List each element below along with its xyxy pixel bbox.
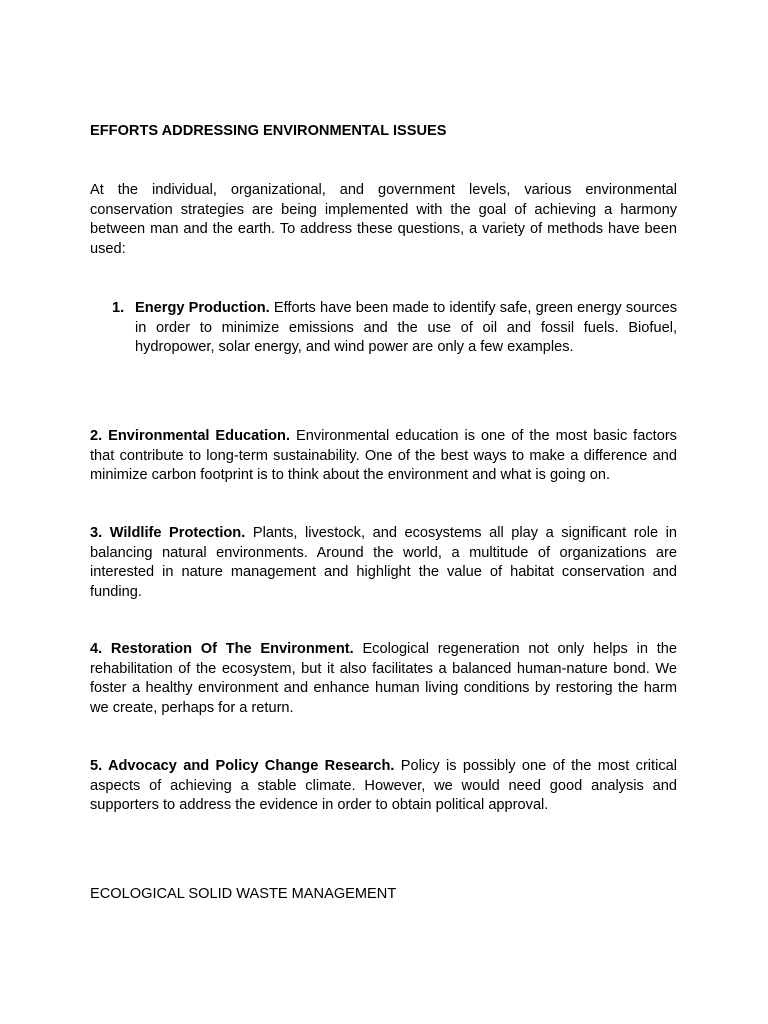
list-item-number: 1. — [112, 300, 125, 316]
paragraph-wildlife-protection — [90, 524, 677, 602]
list-item-body: Efforts have been made to identify safe, green energy sources in order to minimize emissions and the use of oil and fossil fuels. Biofuel, hydropower, solar energy, and wind power are only a few examples. — [135, 300, 677, 355]
document-title: EFFORTS ADDRESSING ENVIRONMENTAL ISSUES — [90, 123, 447, 139]
paragraph-advocacy-policy — [90, 757, 677, 816]
paragraph-heading: 5. Advocacy and Policy Change Research. — [90, 758, 395, 774]
paragraph-restoration — [90, 640, 677, 718]
paragraph-heading: 3. Wildlife Protection. — [90, 525, 246, 541]
paragraph-heading: 4. Restoration Of The Environment. — [90, 641, 354, 657]
list-item-text — [135, 299, 677, 358]
intro-paragraph: At the individual, organizational, and government levels, various environmental conservation strategies are being implemented with the goal of achieving a harmony between man and the earth. To address these questions, a variety of methods have been used: — [90, 182, 677, 257]
paragraph-body: Ecological regeneration not only helps in the rehabilitation of the ecosystem, but it also facilitates a balanced human-nature bond. We foster a healthy environment and enhance human living conditions by restoring the harm we create, perhaps for a return. — [90, 641, 678, 716]
paragraph-heading: 2. Environmental Education. — [90, 428, 291, 444]
list-item-heading: Energy Production. — [135, 300, 270, 316]
list-item-energy-production — [112, 299, 677, 358]
section-title-solid-waste: ECOLOGICAL SOLID WASTE MANAGEMENT — [90, 886, 397, 902]
paragraph-body: Policy is possibly one of the most critical aspects of achieving a stable climate. However, we would need good analysis and supporters to address the evidence in order to obtain political approval. — [90, 758, 677, 813]
paragraph-body: Plants, livestock, and ecosystems all play a significant role in balancing natural environments. Around the world, a multitude of organizations are interested in nature management and highlight the value of habitat conservation and funding. — [90, 525, 677, 600]
paragraph-body: Environmental education is one of the most basic factors that contribute to long-term sustainability. One of the best ways to make a difference and minimize carbon footprint is to think about the environment and what is going on. — [90, 428, 677, 483]
paragraph-environmental-education — [90, 427, 677, 486]
